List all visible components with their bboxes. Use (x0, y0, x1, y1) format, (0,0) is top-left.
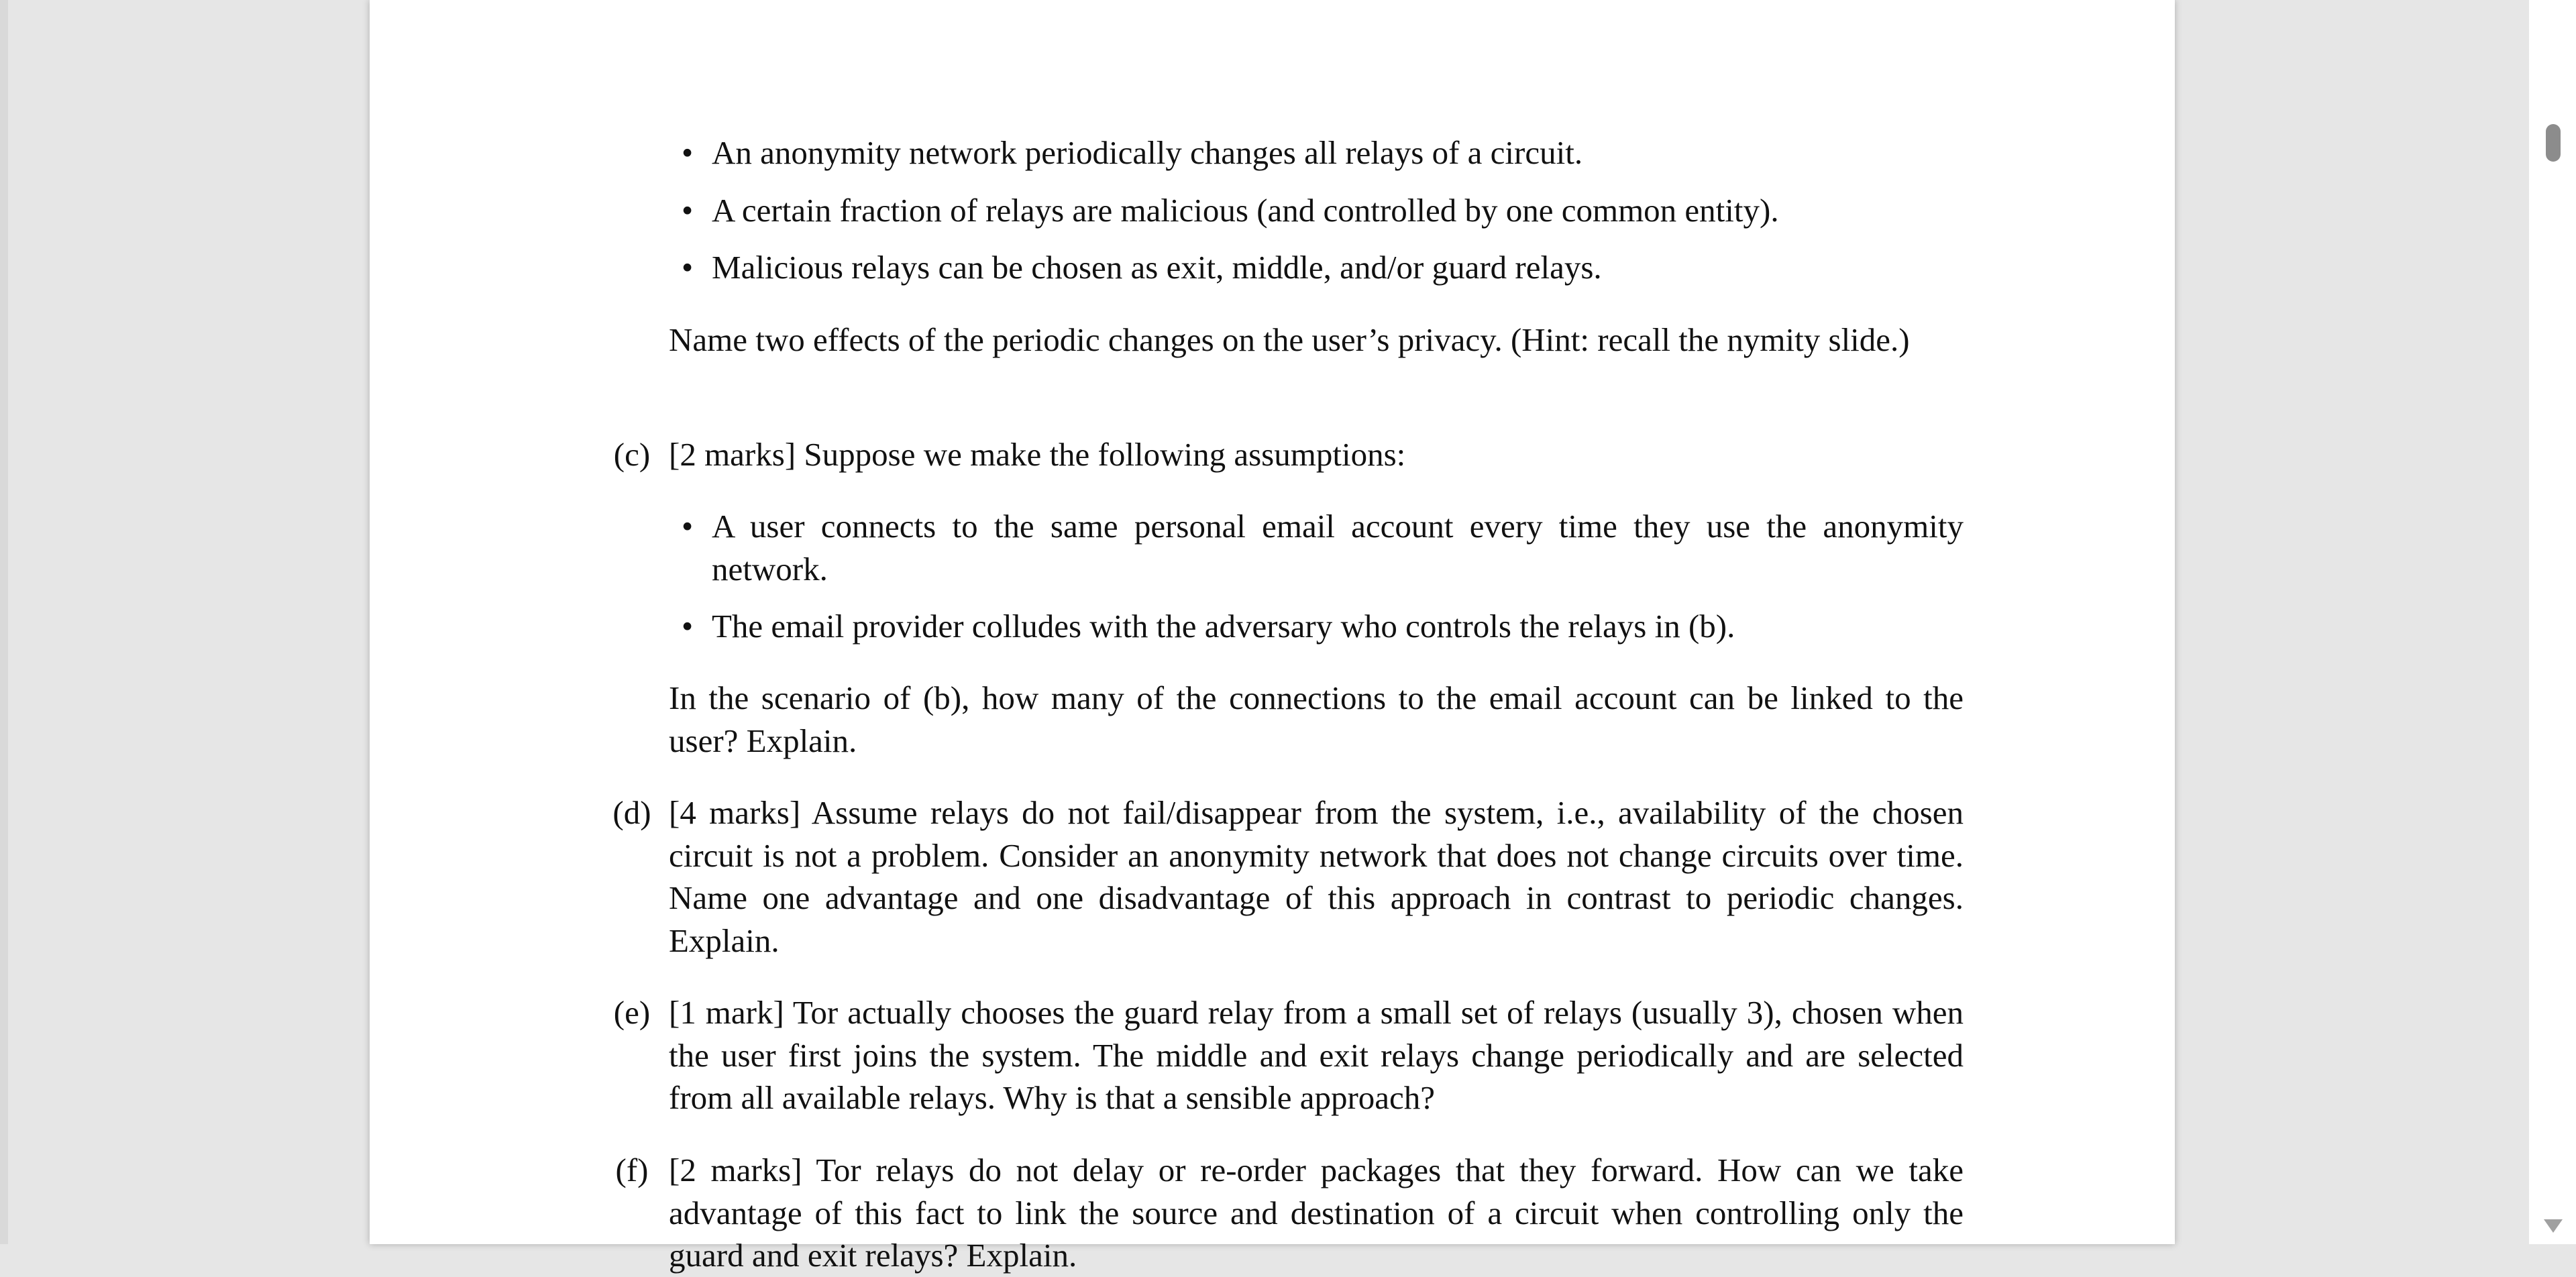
question-b-text: Name two effects of the periodic changes on the user’s privacy. (Hint: recall the nymity slide.) (669, 321, 1910, 358)
item-d-text: [4 marks] Assume relays do not fail/disappear from the system, i.e., availability of the chosen circuit is not a problem. Consider an anonymity network that does not change circuits over time. Name one advantage and one disadvantage of this approach in contrast to periodic changes. Explain. (669, 794, 1964, 959)
bullet-icon: • (682, 249, 694, 286)
bullet-text: Malicious relays can be chosen as exit, middle, and/or guard relays. (712, 249, 1602, 286)
item-label-e: (e) (613, 994, 651, 1031)
vertical-scrollbar[interactable] (2529, 0, 2576, 1244)
scroll-down-arrow-icon[interactable] (2544, 1219, 2563, 1233)
item-label-f: (f) (615, 1152, 649, 1188)
list-item (682, 605, 1964, 648)
bullet-text: The email provider colludes with the adversary who controls the relays in (b). (712, 608, 1735, 645)
list-item (682, 131, 1964, 174)
list-item (682, 246, 1964, 289)
bullet-text: An anonymity network periodically changes all relays of a circuit. (712, 134, 1583, 171)
item-e-text: [1 mark] Tor actually chooses the guard relay from a small set of relays (usually 3), chosen when the user first joins the system. The middle and exit relays change periodically and are selected from all available relays. Why is that a sensible approach? (669, 994, 1964, 1116)
item-f-text: [2 marks] Tor relays do not delay or re-order packages that they forward. How can we take advantage of this fact to link the source and destination of a circuit when controlling only the guard and exit relays? Explain. (669, 1152, 1964, 1274)
item-c-text: [2 marks] Suppose we make the following assumptions: (669, 436, 1406, 473)
item-c-follow: In the scenario of (b), how many of the connections to the email account can be linked to the user? Explain. (669, 679, 1964, 759)
bullet-icon: • (682, 192, 694, 229)
list-item (682, 505, 1964, 590)
bullet-text: A certain fraction of relays are malicious (and controlled by one common entity). (712, 192, 1779, 229)
item-label-d: (d) (612, 794, 651, 831)
bullet-icon: • (682, 134, 694, 171)
scrollbar-thumb[interactable] (2546, 124, 2561, 162)
bullet-icon: • (682, 608, 694, 645)
bullet-text: A user connects to the same personal email account every time they use the anonymity network. (712, 508, 1964, 588)
bullet-icon: • (682, 508, 694, 545)
left-edge-strip (0, 0, 8, 1244)
list-item (682, 189, 1964, 232)
item-label-c: (c) (613, 436, 651, 473)
document-page (370, 0, 2175, 1274)
